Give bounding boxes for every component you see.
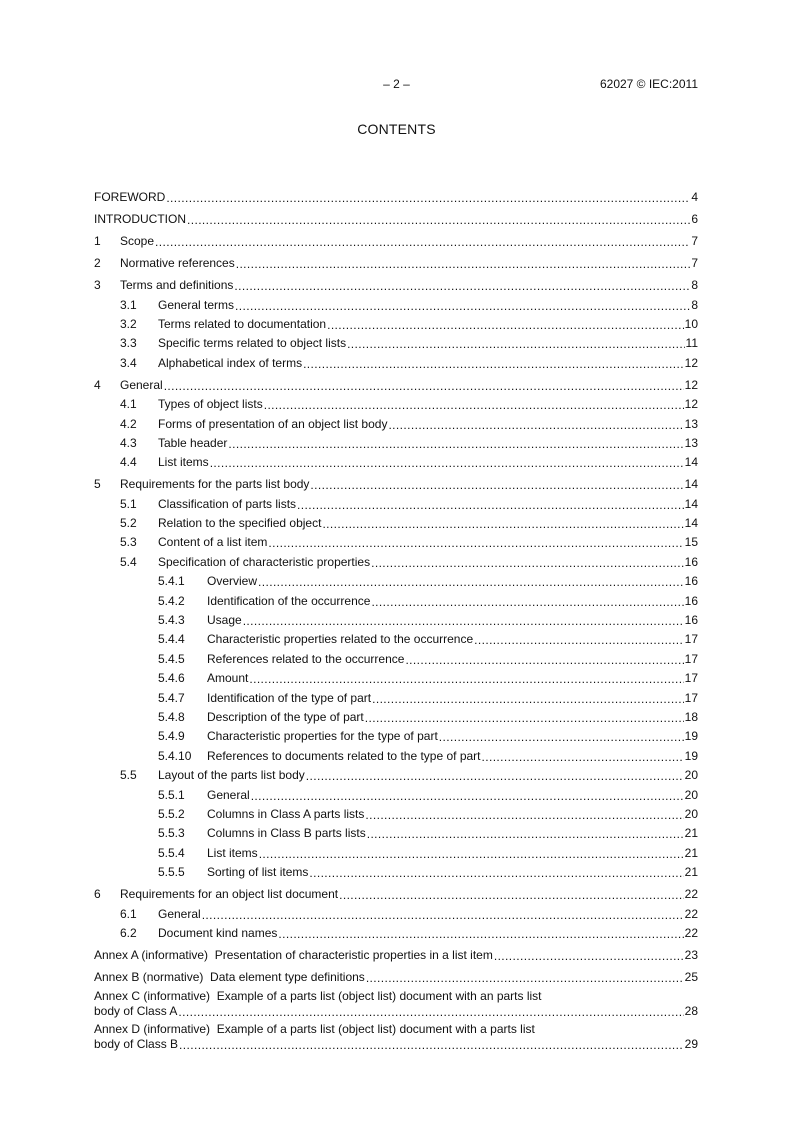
toc-entry-page: 12: [684, 377, 698, 392]
toc-entry-page: 17: [684, 651, 698, 666]
toc-entry-page: 17: [684, 671, 698, 686]
toc-entry-label: Terms related to documentation: [158, 317, 327, 331]
toc-entry-label: FOREWORD: [94, 190, 166, 205]
toc-entry[interactable]: [94, 188, 698, 207]
toc-entry-page: 6: [691, 212, 698, 227]
toc-entry-label: INTRODUCTION: [94, 212, 186, 227]
toc-entry-page: 18: [684, 710, 698, 724]
toc-entry-label: Types of object lists: [158, 397, 263, 412]
toc-entry-label: Usage: [207, 613, 242, 628]
toc-leader-dots: [228, 438, 683, 450]
toc-entry-number: 3: [94, 278, 101, 293]
toc-entry-page: 8: [691, 278, 698, 293]
toc-entry[interactable]: [94, 334, 698, 353]
toc-entry-page: 28: [684, 1004, 698, 1019]
toc-entry-number: 5.4.9: [158, 729, 185, 744]
toc-entry-number: 1: [94, 234, 101, 249]
toc-leader-dots: [339, 889, 684, 901]
toc-entry-page: 8: [691, 297, 698, 312]
toc-entry[interactable]: [94, 453, 698, 472]
toc-entry-number: 5.4.1: [158, 574, 185, 589]
toc-entry-page: 20: [684, 787, 698, 802]
toc-entry-page: 29: [684, 1036, 698, 1051]
toc-leader-dots: [179, 1039, 684, 1051]
toc-entry-label: Overview: [207, 574, 258, 589]
toc-entry-page: 11: [685, 336, 698, 351]
toc-leader-dots: [494, 950, 684, 962]
table-of-contents: [94, 185, 698, 1052]
toc-entry[interactable]: [94, 414, 698, 433]
toc-entry[interactable]: [94, 475, 698, 494]
toc-leader-dots: [474, 634, 684, 646]
toc-entry-number: 5.4.2: [158, 593, 185, 608]
toc-leader-dots: [303, 358, 684, 370]
toc-leader-dots: [309, 867, 683, 879]
toc-entry[interactable]: [94, 276, 698, 295]
toc-entry-number: 5.4.5: [158, 651, 185, 666]
toc-entry-page: 23: [684, 947, 698, 962]
toc-entry[interactable]: [94, 254, 698, 273]
toc-leader-dots: [164, 380, 684, 392]
toc-entry-number: 4.3: [120, 435, 137, 450]
toc-entry-number: 3.1: [120, 297, 137, 312]
toc-entry-number: 2: [94, 256, 101, 271]
toc-entry-label: Classification of parts lists: [158, 496, 297, 511]
toc-entry-page: 14: [684, 455, 698, 470]
toc-entry-page: 21: [684, 826, 698, 841]
toc-entry-annex[interactable]: [94, 1022, 698, 1052]
toc-entry-number: 4.1: [120, 397, 137, 412]
toc-entry-label: Amount: [207, 671, 249, 686]
toc-entry-label: General: [120, 377, 163, 392]
toc-entry-label: Relation to the specified object: [158, 516, 322, 531]
toc-entry-label: Requirements for the parts list body: [120, 477, 310, 492]
page-header-number: – 2 –: [383, 77, 410, 91]
toc-entry-label: Document kind names: [158, 925, 278, 940]
toc-entry-label-line2-row: [94, 1036, 698, 1052]
toc-entry-label-line2: body of Class B: [94, 1036, 179, 1051]
toc-entry[interactable]: [94, 824, 698, 843]
toc-entry-page: 22: [684, 887, 698, 902]
toc-entry-number: 3.3: [120, 336, 137, 351]
toc-leader-dots: [405, 654, 683, 666]
toc-entry-label: Description of the type of part: [207, 710, 364, 724]
toc-entry-label: Sorting of list items: [207, 865, 309, 880]
toc-entry[interactable]: [94, 375, 698, 394]
toc-leader-dots: [202, 909, 684, 921]
toc-entry[interactable]: [94, 210, 698, 229]
toc-entry-page: 7: [691, 234, 698, 249]
toc-entry-number: 5.5.4: [158, 845, 185, 860]
toc-leader-dots: [347, 338, 684, 350]
toc-entry[interactable]: [94, 746, 698, 765]
toc-entry-page: 19: [684, 729, 698, 744]
toc-entry-number: 5.5.3: [158, 826, 185, 841]
toc-entry-label: Requirements for an object list document: [120, 887, 339, 902]
toc-leader-dots: [178, 1006, 683, 1018]
toc-entry-number: 5.4.4: [158, 632, 185, 647]
toc-entry[interactable]: [94, 884, 698, 903]
toc-entry-annex[interactable]: [94, 989, 698, 1019]
toc-entry-number: 5.4.8: [158, 710, 185, 724]
toc-entry-page: 10: [684, 317, 698, 331]
toc-leader-dots: [310, 479, 683, 491]
toc-leader-dots: [235, 300, 690, 312]
toc-entry-page: 19: [684, 748, 698, 763]
toc-entry[interactable]: [94, 688, 698, 707]
toc-entry[interactable]: [94, 295, 698, 314]
toc-entry-label: Alphabetical index of terms: [158, 355, 303, 370]
toc-entry-number: 5.4.10: [158, 748, 192, 763]
toc-entry-page: 16: [684, 554, 698, 569]
toc-entry[interactable]: [94, 394, 698, 413]
toc-entry[interactable]: [94, 533, 698, 552]
toc-entry-label: Specific terms related to object lists: [158, 336, 347, 351]
toc-entry[interactable]: [94, 785, 698, 804]
toc-leader-dots: [268, 537, 683, 549]
toc-entry[interactable]: [94, 727, 698, 746]
toc-entry-label: Identification of the type of part: [207, 690, 372, 705]
toc-entry-number: 5.5: [120, 768, 137, 783]
toc-entry-page: 15: [684, 535, 698, 550]
toc-leader-dots: [306, 770, 684, 782]
toc-entry-label: Layout of the parts list body: [158, 768, 305, 783]
toc-entry-page: 12: [684, 397, 698, 412]
toc-entry-page: 7: [691, 256, 698, 271]
toc-entry-number: 5.4.6: [158, 671, 185, 686]
toc-entry[interactable]: [94, 804, 698, 823]
toc-entry-page: 21: [684, 865, 698, 880]
toc-entry-page: 13: [684, 416, 698, 431]
toc-entry-number: 5.5.1: [158, 787, 185, 802]
toc-leader-dots: [322, 518, 683, 530]
toc-annexes-two-line: [94, 989, 698, 1052]
toc-entry-number: 5.4.3: [158, 613, 185, 628]
toc-leader-dots: [367, 828, 684, 840]
toc-entry[interactable]: [94, 433, 698, 452]
toc-entry-number: 4: [94, 377, 101, 392]
toc-leader-dots: [236, 258, 691, 270]
toc-entry-page: 16: [684, 613, 698, 628]
toc-entry-number: 5.5.5: [158, 865, 185, 880]
toc-entry-page: 20: [684, 806, 698, 821]
toc-entry-page: 14: [684, 496, 698, 511]
toc-entry-label: General: [207, 787, 250, 802]
toc-entry[interactable]: [94, 649, 698, 668]
toc-entry[interactable]: [94, 591, 698, 610]
toc-entry-label: Columns in Class B parts lists: [207, 826, 366, 841]
toc-leader-dots: [210, 457, 684, 469]
toc-entry-label: Forms of presentation of an object list body: [158, 416, 388, 431]
toc-entry-label: Terms and definitions: [120, 278, 234, 293]
toc-leader-dots: [249, 673, 683, 685]
toc-entry[interactable]: [94, 572, 698, 591]
toc-leader-dots: [372, 693, 684, 705]
toc-entry-label-line1: Annex D (informative) Example of a parts list (object list) document with a parts list: [94, 1021, 535, 1036]
toc-entry-number: 6.2: [120, 925, 137, 940]
toc-entry-page: 12: [684, 355, 698, 370]
toc-leader-dots: [388, 419, 683, 431]
toc-entry-label-line2-row: [94, 1003, 698, 1019]
toc-entry-page: 22: [684, 925, 698, 940]
toc-leader-dots: [251, 790, 684, 802]
toc-entry-label: General terms: [158, 297, 235, 312]
toc-entry-number: 6.1: [120, 906, 137, 921]
page-title: CONTENTS: [357, 121, 436, 137]
toc-entry-label-line2: body of Class A: [94, 1004, 178, 1019]
toc-entry-number: 5: [94, 477, 101, 492]
toc-entry[interactable]: [94, 232, 698, 251]
toc-entry-page: 14: [684, 477, 698, 492]
toc-entry-label: Scope: [120, 234, 155, 249]
toc-entry-label: Identification of the occurrence: [207, 593, 371, 608]
toc-leader-dots: [327, 319, 684, 331]
toc-leader-dots: [166, 192, 690, 204]
toc-entry-label: Annex B (normative) Data element type definitions: [94, 969, 365, 984]
toc-entry-label: Content of a list item: [158, 535, 268, 550]
toc-entry-number: 5.4.7: [158, 690, 185, 705]
toc-entry[interactable]: [94, 707, 698, 726]
toc-entry-label: Characteristic properties related to the occurrence: [207, 632, 474, 647]
toc-entry[interactable]: [94, 765, 698, 784]
toc-entry-page: 16: [684, 574, 698, 589]
toc-leader-dots: [365, 712, 684, 724]
toc-entry-label: List items: [158, 455, 209, 470]
toc-entry-number: 3.2: [120, 317, 137, 331]
toc-entry[interactable]: [94, 843, 698, 862]
toc-entry[interactable]: [94, 669, 698, 688]
toc-entry-number: 5.3: [120, 535, 137, 550]
toc-entry-number: 3.4: [120, 355, 137, 370]
toc-entry-label-line1: Annex C (informative) Example of a parts list (object list) document with an parts list: [94, 989, 542, 1004]
toc-leader-dots: [371, 596, 683, 608]
toc-leader-dots: [234, 280, 690, 292]
toc-entry-page: 13: [684, 435, 698, 450]
toc-entry[interactable]: [94, 630, 698, 649]
toc-leader-dots: [243, 615, 684, 627]
toc-leader-dots: [258, 576, 684, 588]
toc-entry-label: References related to the occurrence: [207, 651, 405, 666]
toc-entry-page: 17: [684, 690, 698, 705]
toc-entry-label: General: [158, 906, 201, 921]
toc-leader-dots: [259, 848, 684, 860]
toc-entry-page: 16: [684, 593, 698, 608]
toc-entry[interactable]: [94, 904, 698, 923]
toc-entry-number: 4.2: [120, 416, 137, 431]
toc-entry-number: 6: [94, 887, 101, 902]
toc-leader-dots: [371, 557, 684, 569]
toc-leader-dots: [155, 236, 690, 248]
toc-leader-dots: [366, 972, 684, 984]
toc-entry-label: Characteristic properties for the type of part: [207, 729, 438, 744]
toc-entry[interactable]: [94, 945, 698, 964]
toc-entry[interactable]: [94, 923, 698, 942]
page-header-doc-id: 62027 © IEC:2011: [599, 77, 698, 91]
toc-entry-label: Specification of characteristic properties: [158, 554, 371, 569]
toc-entry-number: 5.2: [120, 516, 137, 531]
toc-entry-page: 20: [684, 768, 698, 783]
toc-entry-label: Annex A (informative) Presentation of characteristic properties in a list item: [94, 947, 493, 962]
toc-entry-label: Normative references: [120, 256, 235, 271]
toc-entry-page: 14: [684, 516, 698, 531]
toc-entry-label: List items: [207, 845, 258, 860]
toc-entry[interactable]: [94, 353, 698, 372]
toc-entry-page: 17: [684, 632, 698, 647]
toc-entry-number: 5.4: [120, 554, 137, 569]
toc-leader-dots: [365, 809, 683, 821]
toc-entry[interactable]: [94, 494, 698, 513]
toc-entry-page: 4: [691, 190, 698, 205]
toc-entry-label: Table header: [158, 435, 228, 450]
toc-entry-page: 22: [684, 906, 698, 921]
toc-entry-label: Columns in Class A parts lists: [207, 806, 365, 821]
toc-entry-page: 25: [684, 969, 698, 984]
toc-entry-page: 21: [684, 845, 698, 860]
toc-leader-dots: [187, 214, 690, 226]
toc-leader-dots: [297, 499, 684, 511]
toc-entry[interactable]: [94, 552, 698, 571]
toc-entry-number: 5.1: [120, 496, 137, 511]
toc-entry[interactable]: [94, 610, 698, 629]
toc-entry[interactable]: [94, 862, 698, 881]
toc-entry-label: References to documents related to the type of part: [207, 748, 481, 763]
toc-entries: [94, 188, 698, 987]
toc-leader-dots: [264, 399, 684, 411]
toc-entry[interactable]: [94, 314, 698, 333]
toc-entry-number: 5.5.2: [158, 806, 185, 821]
toc-leader-dots: [482, 751, 684, 763]
toc-entry[interactable]: [94, 967, 698, 986]
toc-leader-dots: [439, 731, 684, 743]
toc-entry[interactable]: [94, 513, 698, 532]
toc-entry-number: 4.4: [120, 455, 137, 470]
toc-leader-dots: [278, 928, 683, 940]
